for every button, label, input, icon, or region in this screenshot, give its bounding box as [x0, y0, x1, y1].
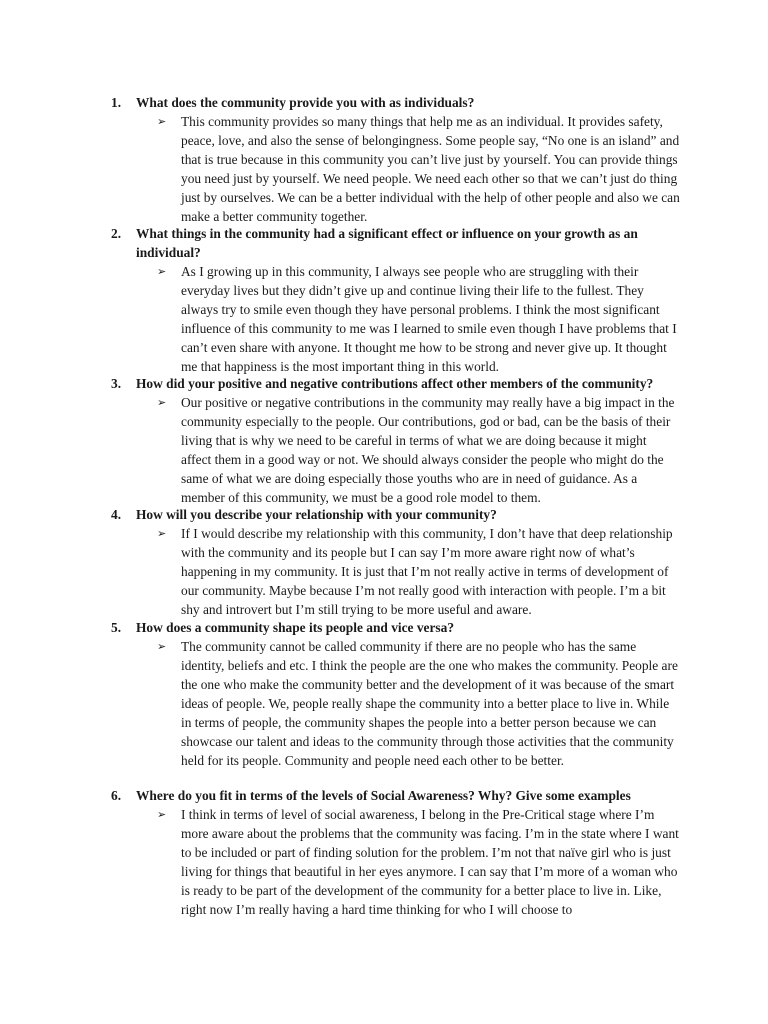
answer-3: [0, 393, 768, 507]
question-number: 3.: [111, 376, 122, 391]
question-1: [0, 93, 768, 112]
question-6: [0, 786, 768, 805]
qa-item-5: [0, 618, 768, 770]
arrow-bullet-icon: ➢: [157, 641, 167, 653]
question-2: [0, 224, 768, 262]
qa-item-4: [0, 505, 768, 619]
answer-text: If I would describe my relationship with this community, I don’t have that deep relationship with the community and its people but I can say I’m more aware right now of what’s happening in my community. It is just that I’m not really active in terms of development of our community. Maybe because I’m not really good with interaction with people. I’m a bit shy and introvert but I’m still trying to be more useful and aware.: [181, 526, 673, 617]
qa-item-1: [0, 93, 768, 226]
answer-text: I think in terms of level of social awareness, I belong in the Pre-Critical stage where I’m more aware about the problems that the community was facing. I’m in the state where I want to be included or part of finding solution for the problem. I’m not that naïve girl who is just living for things that beautiful in her eyes anymore. I can say that I’m more of a woman who is ready to be part of the development of the community for a better place to live in. Like, right now I’m really having a hard time thinking for who I will choose to: [181, 807, 679, 917]
question-text: Where do you fit in terms of the levels of Social Awareness? Why? Give some examples: [136, 788, 631, 803]
answer-text: As I growing up in this community, I always see people who are struggling with their everyday lives but they didn’t give up and continue living their life to the fullest. They always try to smile even though they have personal problems. I think the most significant influence of this community to me was I learned to smile even though I have problems that I can’t even share with anyone. It thought me how to be strong and never give up. It thought me that happiness is the most important thing in this world.: [181, 264, 677, 374]
answer-5: [0, 637, 768, 770]
qa-item-3: [0, 374, 768, 507]
question-number: 6.: [111, 788, 122, 803]
question-3: [0, 374, 768, 393]
answer-text: Our positive or negative contributions in the community may really have a big impact in the community especially to the people. Our contributions, god or bad, can be the basis of their living that is why we need to be careful in terms of what we are doing because it might affect them in a good way or not. We should always consider the people who might do the same of what we are doing especially those youths who are in need of guidance. As a member of this community, we must be a good role model to them.: [181, 395, 675, 505]
answer-text: The community cannot be called community if there are no people who has the same identity, beliefs and etc. I think the people are the one who makes the community. People are the one who make the community better and the development of it was because of the smart ideas of people. We, people really shape the community into a better place to live in. While in terms of people, the community shapes the people into a better person because we can showcase our talent and ideas to the community through those activities that the community held for its people. Community and people need each other to be better.: [181, 639, 678, 768]
question-text: What does the community provide you with as individuals?: [136, 95, 475, 110]
qa-item-2: [0, 224, 768, 376]
question-number: 2.: [111, 226, 122, 241]
question-text: How did your positive and negative contributions affect other members of the community?: [136, 376, 654, 391]
answer-2: [0, 262, 768, 376]
question-text: What things in the community had a significant effect or influence on your growth as an individual?: [136, 226, 638, 260]
arrow-bullet-icon: ➢: [157, 528, 167, 540]
arrow-bullet-icon: ➢: [157, 397, 167, 409]
question-4: [0, 505, 768, 524]
question-number: 1.: [111, 95, 122, 110]
answer-text: This community provides so many things that help me as an individual. It provides safety, peace, love, and also the sense of belongingness. Some people say, “No one is an island” and that is true because in this community you can’t live just by yourself. You can provide things you need just by yourself. We need people. We need each other so that we can’t just do thing just by ourselves. We can be a better individual with the help of other people and also we can make a better community together.: [181, 114, 680, 224]
answer-1: [0, 112, 768, 226]
arrow-bullet-icon: ➢: [157, 266, 167, 278]
question-number: 5.: [111, 620, 122, 635]
question-text: How does a community shape its people and vice versa?: [136, 620, 455, 635]
answer-6: [0, 805, 768, 919]
question-5: [0, 618, 768, 637]
arrow-bullet-icon: ➢: [157, 116, 167, 128]
question-number: 4.: [111, 507, 122, 522]
arrow-bullet-icon: ➢: [157, 809, 167, 821]
question-text: How will you describe your relationship with your community?: [136, 507, 497, 522]
answer-4: [0, 524, 768, 619]
qa-item-6: [0, 786, 768, 919]
